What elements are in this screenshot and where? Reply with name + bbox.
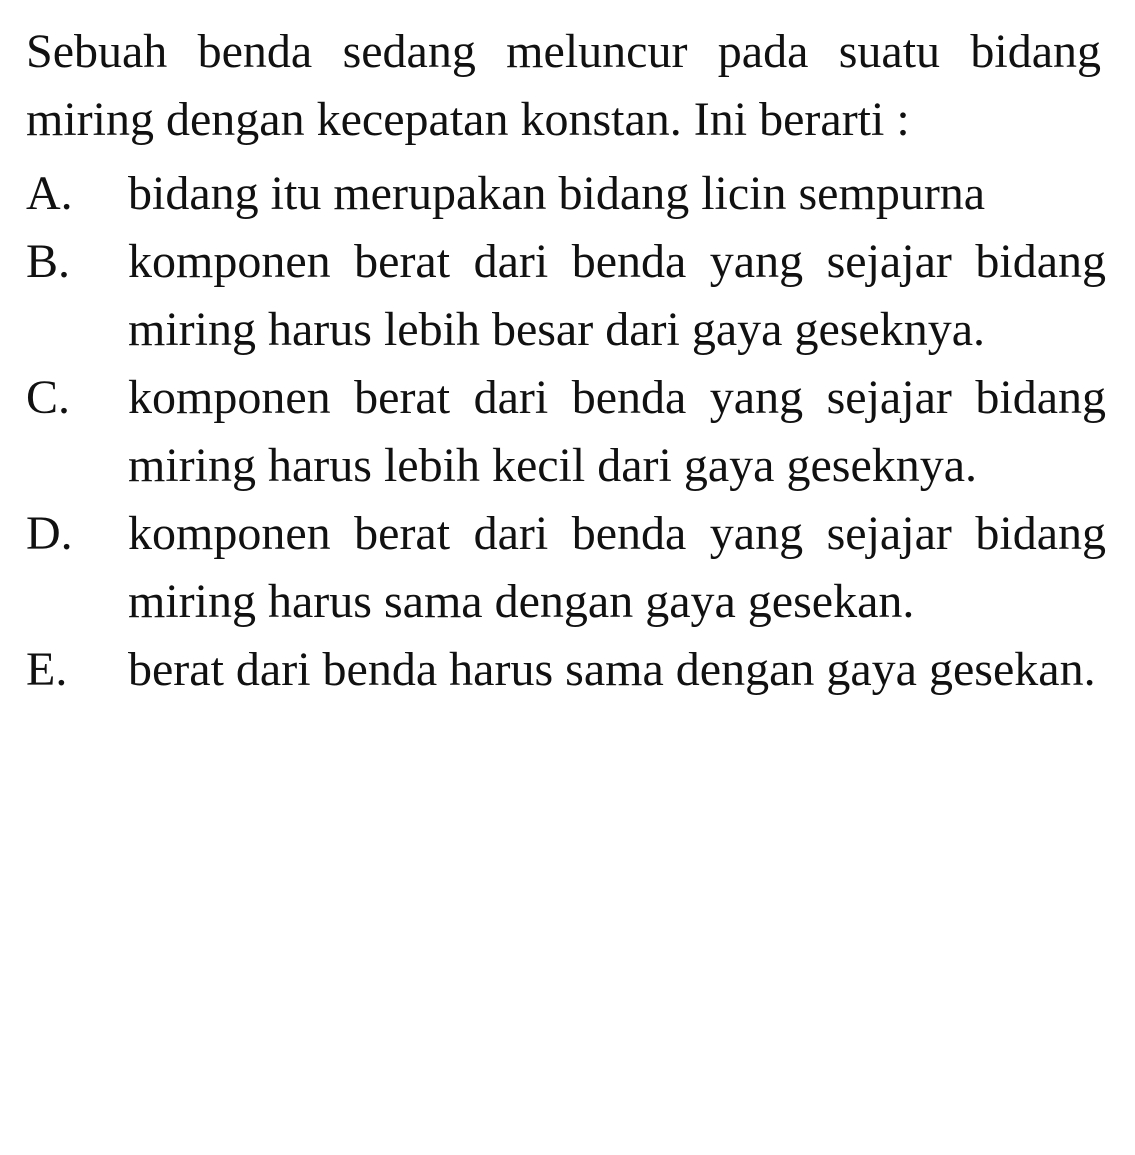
option-a[interactable] <box>26 160 1106 228</box>
question-text: Sebuah benda sedang meluncur pada suatu bidang miring dengan kecepatan konstan. Ini berarti : <box>26 25 1101 146</box>
option-text: komponen berat dari benda yang sejajar bidang miring harus lebih besar dari gaya geseknya. <box>128 235 1106 356</box>
option-letter: C. <box>26 371 71 424</box>
option-letter: E. <box>26 643 68 696</box>
option-e[interactable] <box>26 636 1106 704</box>
option-b[interactable] <box>26 228 1106 364</box>
answer-options <box>26 160 1106 704</box>
option-letter: A. <box>26 167 73 220</box>
option-text: berat dari benda harus sama dengan gaya gesekan. <box>128 643 1096 696</box>
option-letter: B. <box>26 235 71 288</box>
option-d[interactable] <box>26 500 1106 636</box>
option-text: komponen berat dari benda yang sejajar bidang miring harus sama dengan gaya gesekan. <box>128 507 1106 628</box>
option-text: bidang itu merupakan bidang licin sempurna <box>128 167 986 220</box>
option-text: komponen berat dari benda yang sejajar bidang miring harus lebih kecil dari gaya geseknya. <box>128 371 1106 492</box>
option-letter: D. <box>26 507 73 560</box>
option-c[interactable] <box>26 364 1106 500</box>
